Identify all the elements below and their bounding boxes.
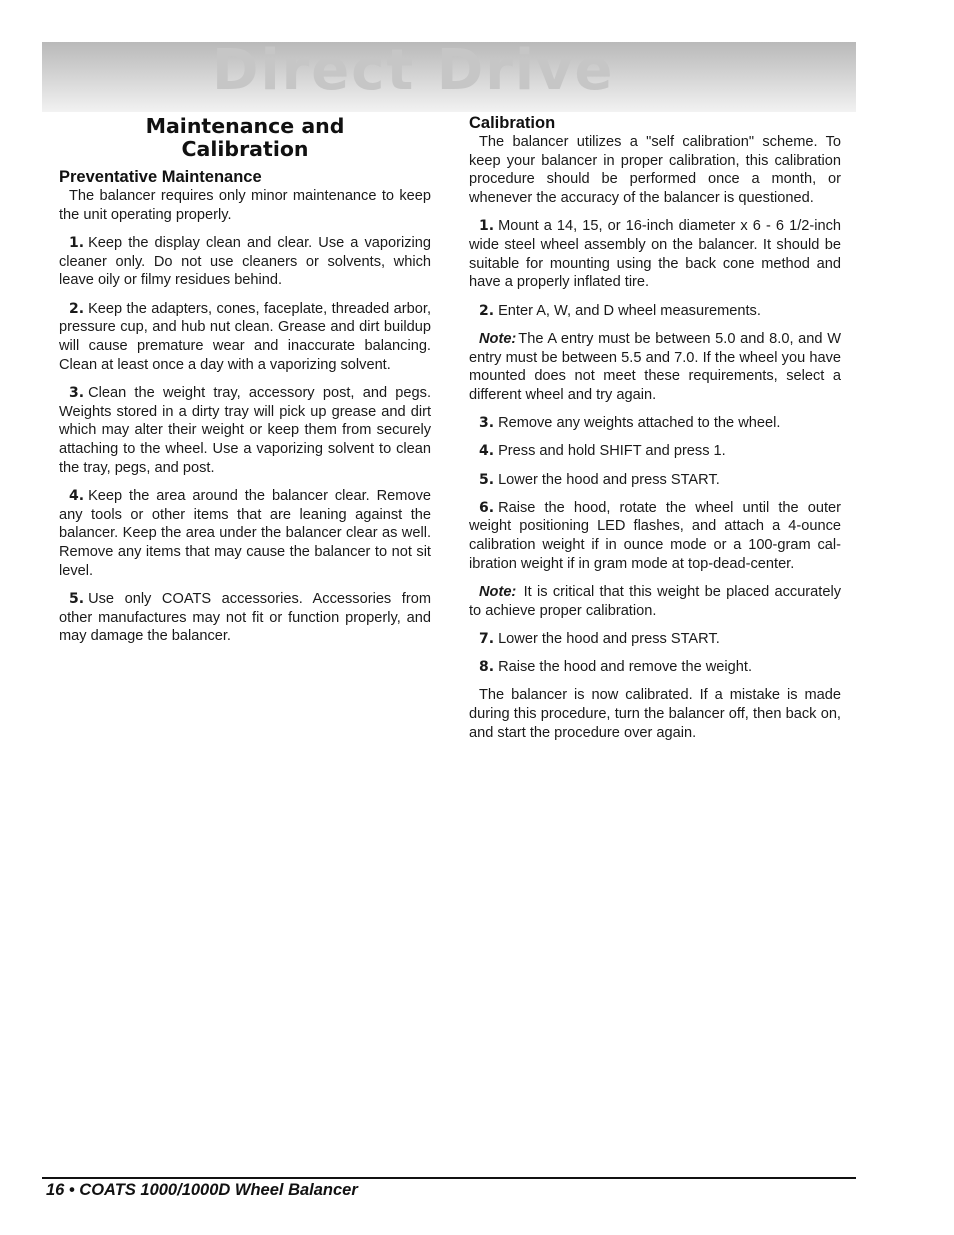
maintenance-item-4 [59,487,431,581]
step-number: 7. [479,630,495,647]
item-number: 3. [69,384,85,401]
note-text: It is critical that this weight be placed accurately to achieve proper calibration. [469,584,841,619]
preventative-maintenance-heading: Preventative Maintenance [59,168,262,186]
step-text: Raise the hood and remove the weight. [498,659,752,676]
step-number: 1. [479,218,495,235]
step-number: 2. [479,302,495,319]
note-text: The A entry must be between 5.0 and 8.0, and W entry must be between 5.5 and 7.0. If the wheel you have mounted does not meet these requirements, select a different wheel and try again. [469,330,841,403]
step-text: Enter A, W, and D wheel measurements. [498,302,761,319]
maintenance-intro: The balancer requires only minor maintenance to keep the unit operating properly. [59,188,431,223]
item-number: 2. [69,300,85,317]
maintenance-item-2 [59,300,431,375]
step-number: 8. [479,659,495,676]
left-column [59,113,431,655]
page-footer: 16 • COATS 1000/1000D Wheel Balancer [46,1181,358,1199]
step-text: Mount a 14, 15, or 16-inch diameter x 6 - 6 1/2-inch wide steel wheel assembly on the balancer. It should be suitable for mounting using the back cone method and have a properly inflated tire. [469,218,841,291]
step-text: Lower the hood and press START. [498,471,720,488]
item-text: Keep the area around the balancer clear. Remove any tools or other items that are leaning against the balancer. Keep the area under the balancer clear as well. Remove any items that may cause the balancer to not sit level. [59,487,431,579]
calibration-step-1 [469,217,841,292]
calibration-intro: The balancer utilizes a "self calibration" scheme. To keep your balancer in proper calibration, this calibration procedure should be performed once a month, or whenever the accuracy of the balancer is questioned. [469,134,841,207]
calibration-step-6 [469,499,841,574]
calibration-step-7 [469,630,841,649]
step-text: Raise the hood, rotate the wheel until the outer weight positioning LED flashes, and attach a 4-ounce calibration weight if in ounce mode or a 100-gram calibration weight if in gram mode at top-dead-center. [469,499,841,572]
step-number: 3. [479,415,495,432]
step-number: 6. [479,499,495,516]
calibration-note-2 [469,583,841,620]
step-text: Remove any weights attached to the wheel. [498,415,781,432]
section-title [59,115,431,161]
step-number: 4. [479,443,495,460]
note-label: Note: [479,584,517,601]
calibration-note-1 [469,330,841,405]
section-title-line2: Calibration [181,137,309,161]
header-banner [42,42,856,112]
calibration-heading: Calibration [469,114,556,132]
note-label: Note: [479,330,517,347]
item-text: Keep the adapters, cones, faceplate, threaded arbor, pressure cup, and hub nut clean. Grease and dirt buildup will cause premature wear and inaccurate balancing. Clean at least once a day with a vaporizing solvent. [59,300,431,373]
footer-rule [42,1177,856,1179]
right-column [469,113,841,752]
item-number: 5. [69,590,85,607]
calibration-closing: The balancer is now calibrated. If a mistake is made during this procedure, turn the balancer off, then back on, and start the procedure over again. [469,687,841,741]
section-title-line1: Maintenance and [145,114,345,138]
maintenance-item-3 [59,384,431,478]
calibration-step-4 [469,442,841,461]
item-text: Use only COATS accessories. Accessories from other manufactures may not fit or function properly, and may damage the balancer. [59,590,431,645]
step-text: Lower the hood and press START. [498,630,720,647]
calibration-step-2 [469,302,841,321]
item-text: Keep the display clean and clear. Use a vaporizing cleaner only. Do not use cleaners or solvents, which leave oily or filmy residues behind. [59,234,431,289]
banner-title: Direct Drive [212,42,615,103]
maintenance-item-5 [59,590,431,646]
step-text: Press and hold SHIFT and press 1. [498,443,726,460]
maintenance-item-1 [59,234,431,290]
step-number: 5. [479,471,495,488]
item-number: 4. [69,487,85,504]
item-text: Clean the weight tray, accessory post, and pegs. Weights stored in a dirty tray will pick up grease and dirt which may alter their weight or keep them from securely attaching to the wheel. Use a vaporizing solvent to clean the tray, pegs, and post. [59,384,431,476]
calibration-step-3 [469,414,841,433]
item-number: 1. [69,234,85,251]
calibration-step-8 [469,658,841,677]
calibration-step-5 [469,471,841,490]
